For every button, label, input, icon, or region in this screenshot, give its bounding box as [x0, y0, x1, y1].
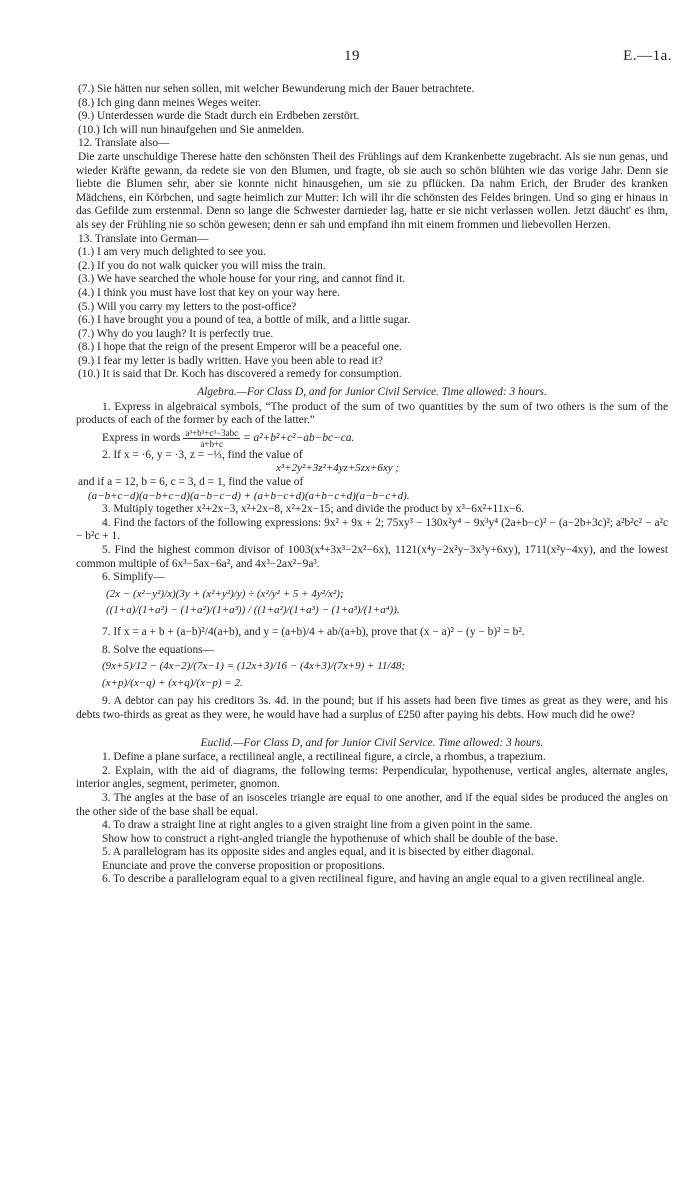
express-in-words-label: Express in words — [102, 431, 181, 444]
algebra-question-3: 3. Multiply together x²+2x−3, x²+2x−8, x²+2x−15; and divide the product by x³−6x²+11x−6. — [102, 503, 525, 516]
express-rhs: = a²+b²+c²−ab−bc−ca. — [243, 431, 355, 444]
algebra-question-1: 1. Express in algebraical symbols, “The product of the sum of two quantities by the sum of two others is the sum of the products of each of the former by each of the latter.” — [76, 400, 668, 427]
english-sentence: (9.) I fear my letter is badly written. Have you been able to read it? — [78, 354, 383, 367]
euclid-question: 4. To draw a straight line at right angles to a given straight line from a given point in the same. — [102, 819, 533, 832]
euclid-question: 6. To describe a parallelogram equal to a given rectilineal figure, and having an angle equal to a given rectilineal angle. — [102, 873, 645, 886]
english-sentence: (1.) I am very much delighted to see you. — [78, 246, 266, 259]
german-sentence: (8.) Ich ging dann meines Weges weiter. — [78, 96, 261, 109]
english-sentence: (7.) Why do you laugh? It is perfectly true. — [78, 327, 274, 340]
algebra-question-2: 2. If x = ·6, y = ·3, z = −⅓, find the value of — [102, 448, 303, 461]
question-12-label: 12. Translate also— — [78, 137, 170, 150]
document-page — [76, 0, 672, 886]
algebra-question-6-expression: (2x − (x²−y²)/x)(3y + (x²+y²)/y) ÷ (x²/y² + 5 + 4y²/x²); — [106, 587, 344, 600]
euclid-question: Show how to construct a right-angled triangle the hypothenuse of which shall be double of the base. — [102, 832, 558, 845]
algebra-question-2-expression: x³+2y²+3z²+4yz+5zx+6xy ; — [276, 462, 400, 475]
english-sentence: (3.) We have searched the whole house for your ring, and cannot find it. — [78, 273, 406, 286]
algebra-question-8: 8. Solve the equations— — [102, 643, 214, 656]
english-sentence: (6.) I have brought you a pound of tea, a bottle of milk, and a little sugar. — [78, 314, 411, 327]
page-body — [76, 83, 668, 887]
algebra-question-9: 9. A debtor can pay his creditors 3s. 4d. in the pound; but if his assets had been five times as great as they were, and his debts two-thirds as great as they were, he would have had a surplus of £250 after paying his debts. How much did he owe? — [76, 695, 668, 721]
algebra-question-6-expression-2: ((1+a)/(1+a²) − (1+a²)/(1+a³)) / ((1+a²)/(1+a³) − (1+a³)/(1+a⁴)). — [106, 604, 400, 617]
algebra-question-2b: and if a = 12, b = 6, c = 3, d = 1, find the value of — [78, 476, 304, 489]
algebra-question-6: 6. Simplify— — [102, 571, 165, 584]
english-sentence: (8.) I hope that the reign of the present Emperor will be a peaceful one. — [78, 341, 402, 354]
algebra-question-7: 7. If x = a + b + (a−b)²/4(a+b), and y = (a+b)/4 + ab/(a+b), prove that (x − a)² − (y − b)² = b². — [102, 625, 525, 638]
euclid-heading: Euclid.—For Class D, and for Junior Civil Service. Time allowed: 3 hours. — [200, 736, 544, 749]
algebra-question-2b-expression: (a−b+c−d)(a−b+c−d)(a−b−c−d) + (a+b−c+d)(a+b−c+d)(a−b−c+d). — [88, 489, 410, 502]
english-sentence: (4.) I think you must have lost that key on your way here. — [78, 286, 340, 299]
euclid-question: 3. The angles at the base of an isosceles triangle are equal to one another, and if the equal sides be produced the angles on the other side of the base shall be equal. — [76, 791, 668, 818]
euclid-question: Enunciate and prove the converse proposition or propositions. — [102, 859, 385, 872]
page-number: 19 — [344, 48, 360, 64]
german-sentence: (9.) Unterdessen wurde die Stadt durch ein Erdbeben zerstört. — [78, 110, 360, 123]
algebra-question-1-express — [76, 428, 668, 449]
fraction: $\frac{\text{a³+b³+c³−3abc}}{a+b+c}$ — [185, 427, 239, 449]
english-sentence: (2.) If you do not walk quicker you will miss the train. — [78, 259, 326, 272]
german-sentence: (10.) Ich will nun hinaufgehen und Sie anmelden. — [78, 123, 305, 136]
question-13-label: 13. Translate into German— — [78, 232, 209, 245]
page-header — [76, 0, 672, 64]
page-reference: E.—1a. — [623, 48, 672, 64]
algebra-question-8-equation-2: (x+p)/(x−q) + (x+q)/(x−p) = 2. — [102, 676, 243, 689]
english-sentence: (10.) It is said that Dr. Koch has discovered a remedy for consumption. — [78, 368, 402, 381]
euclid-question: 1. Define a plane surface, a rectilineal angle, a rectilineal figure, a circle, a rhombus, a trapezium. — [102, 751, 546, 764]
english-sentence: (5.) Will you carry my letters to the post-office? — [78, 300, 297, 313]
euclid-question: 2. Explain, with the aid of diagrams, the following terms: Perpendicular, hypothenuse, vertical angles, alternate angles, interior angles, segment, perimeter, gnomon. — [76, 764, 668, 791]
algebra-question-4: 4. Find the factors of the following expressions: 9x² + 9x + 2; 75xy³ − 130x²y⁴ − 9x³y⁴ (2a+b−c)² − (a−2b+3c)²; a²b²c² − a²c − b²c + 1. — [76, 516, 668, 543]
algebra-question-5: 5. Find the highest common divisor of 1003(x⁴+3x³−2x²−6x), 1121(x⁴y−2x²y−3x³y+6xy), 1711(x²y−4xy), and the lowest common multiple of 6x³−5ax−6a², and 4x³−2ax²−9a³. — [76, 544, 668, 570]
algebra-heading: Algebra.—For Class D, and for Junior Civil Service. Time allowed: 3 hours. — [197, 386, 547, 399]
algebra-question-8-equation-1: (9x+5)/12 − (4x−2)/(7x−1) = (12x+3)/16 − (4x+3)/(7x+9) + 11/48; — [102, 660, 406, 673]
german-passage: Die zarte unschuldige Therese hatte den schönsten Theil des Frühlings auf dem Krankenbette zugebracht. Als sie nun genas, und wieder Kräfte gewann, da redete sie von den Blumen, und fragte, ob sie auch so schön blühten wie das vorige Jahr. Denn sie liebte die Blumen sehr, aber sie konnte nicht hinausgehen, um sie zu pflücken. Da nahm Erich, der Bruder des kranken Mädchens, ein Körbchen, und sagte heimlich zur Mutter: Ich will ihr die schönsten des Feldes bringen. Und so ging er hinaus in das Gefilde zum erstenmal. Denn so lange die Schwester darnieder lag, hatte er sie nicht verlassen wollen. Jetzt däucht' es ihm, als sey der Frühling nie so schön gewesen; denn er sah und empfand ihn mit einem frommen und liebevollen Herzen. — [76, 150, 668, 231]
german-sentence: (7.) Sie hätten nur sehen sollen, mit welcher Bewunderung mich der Bauer betrachtete. — [78, 83, 475, 95]
euclid-question: 5. A parallelogram has its opposite sides and angles equal, and it is bisected by either diagonal. — [102, 846, 534, 859]
